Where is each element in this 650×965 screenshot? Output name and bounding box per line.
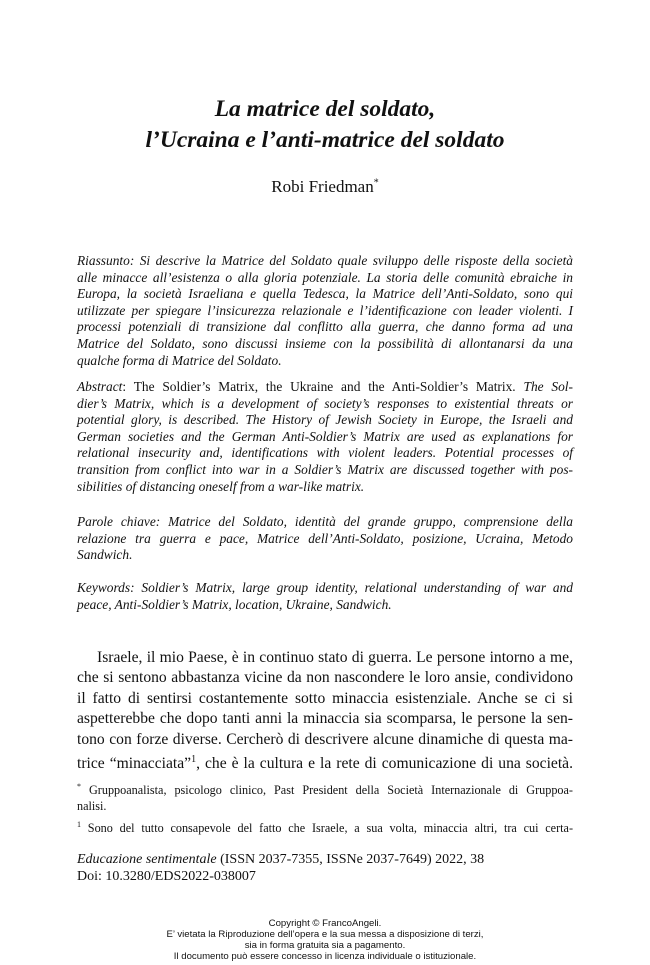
abstract-line: Abstract: The Soldier’s Matrix, the Ukraine and the Anti-Soldier’s Matrix. The Sol- bbox=[77, 379, 573, 394]
copyright-notice bbox=[0, 918, 650, 962]
author-name: Robi Friedman bbox=[271, 177, 374, 196]
article-title-line-2: l’Ucraina e l’anti-matrice del soldato bbox=[145, 127, 505, 153]
copyright-line: sia in forma gratuita sia a pagamento. bbox=[244, 940, 406, 951]
parole-chiave-line: Sandwich. bbox=[77, 547, 133, 563]
riassunto-line: utilizzate per spiegare l’insicurezza relazionale e l’identificazione con leader violenti. I bbox=[77, 302, 573, 318]
footnote-2-line: $^1$ Sono del tutto consapevole del fatto che Israele, a sua volta, minaccia altri, tra cui certa- bbox=[77, 820, 574, 836]
copyright-line: Il documento può essere concesso in licenza individuale o istituzionale. bbox=[173, 951, 477, 962]
abstract-english-title: : The Soldier’s Matrix, the Ukraine and the Anti-Soldier’s Matrix. bbox=[122, 379, 524, 394]
footnote-1-line: nalisi. bbox=[77, 799, 107, 814]
riassunto-line: qualche forma di Matrice del Soldato. bbox=[77, 352, 282, 368]
journal-doi: Doi: 10.3280/EDS2022-038007 bbox=[77, 869, 256, 884]
keywords bbox=[77, 580, 573, 613]
abstract-line: dier’s Matrix, which is a development of society’s responses to existential threats or bbox=[77, 395, 573, 411]
article-title-line-1: La matrice del soldato, bbox=[214, 96, 436, 122]
body-line: Israele, il mio Paese, è in continuo stato di guerra. Le persone intorno a me, bbox=[97, 649, 573, 666]
body-line: trice “minacciata”$^1$, che è la cultura e la rete di comunicazione di una società. bbox=[77, 754, 573, 773]
abstract-line: German societies and the German Anti-Soldier’s Matrix are used as explanations for bbox=[77, 428, 573, 444]
parole-chiave bbox=[77, 514, 573, 564]
riassunto-line: Matrice del Soldato, sono discussi insieme con la possibilità di allontanarsi da una bbox=[77, 335, 573, 351]
footnote-reference: 1 bbox=[191, 754, 197, 766]
abstract-line: potential glory, is described. The History of Jewish Society in Europe, the Israeli and bbox=[77, 412, 573, 428]
copyright-line: Copyright © FrancoAngeli. bbox=[268, 918, 382, 929]
body-line: il fatto di sentirsi costantemente sotto minaccia esistenziale. Anche se ci si bbox=[77, 689, 573, 707]
riassunto bbox=[77, 253, 573, 369]
riassunto-label: Riassunto bbox=[77, 253, 130, 268]
parole-chiave-line: Parole chiave: Matrice del Soldato, identità del grande gruppo, comprensione della bbox=[77, 514, 573, 529]
body-line: aspetterebbe che dopo tanti anni la minaccia sia scomparsa, le persone la sen- bbox=[77, 710, 573, 728]
footnote-1-line: * Gruppoanalista, psicologo clinico, Past President della Società Internazionale di Gruppoa- bbox=[77, 782, 573, 798]
riassunto-line: Europa, la società Israeliana e quella Tedesca, la Matrice dell’Anti-Soldato, sono qui bbox=[77, 286, 573, 302]
footnotes bbox=[77, 779, 573, 836]
riassunto-line: Riassunto: Si descrive la Matrice del Soldato quale sviluppo delle risposte della società bbox=[77, 253, 573, 268]
journal-line bbox=[77, 851, 484, 868]
footnote-1-marker: * bbox=[77, 782, 81, 791]
abstract-label: Abstract bbox=[77, 379, 123, 394]
parole-chiave-line: relazione tra guerra e pace, Matrice dell’Anti-Soldato, posizione, Ucraina, Metodo bbox=[77, 530, 573, 546]
keywords-line: peace, Anti-Soldier’s Matrix, location, Ukraine, Sandwich. bbox=[77, 596, 392, 612]
riassunto-line: processi potenziali di transizione dal conflitto alla guerra, che danno forma ad una bbox=[77, 319, 573, 335]
abstract-line: transition from conflict into war in a Soldier’s Matrix are discussed together with pos- bbox=[77, 461, 573, 477]
abstract-line: sibilities of distancing oneself from a war-like matrix. bbox=[77, 478, 365, 494]
body-line: che si sentono abbastanza vicine da non nascondere le loro ansie, condividono bbox=[77, 669, 573, 687]
body-paragraph bbox=[77, 648, 573, 775]
journal-citation bbox=[77, 851, 484, 885]
author-footnote-marker: * bbox=[373, 177, 379, 189]
riassunto-line: alle minacce all’esistenza o alla gloria potenziale. La storia delle comunità ebraiche in bbox=[77, 269, 573, 285]
journal-issn: (ISSN 2037-7355, ISSNe 2037-7649) 2022, 38 bbox=[216, 852, 485, 867]
copyright-line: E’ vietata la Riproduzione dell’opera e la sua messa a disposizione di terzi, bbox=[166, 929, 484, 940]
author bbox=[0, 177, 650, 197]
abstract-line: relational insecurity and, identifications with violent leaders. Potential processes of bbox=[77, 445, 573, 461]
journal-name: Educazione sentimentale bbox=[77, 852, 217, 867]
keywords-line: Keywords: Soldier’s Matrix, large group identity, relational understanding of war and bbox=[77, 580, 573, 595]
footnote-2-marker: 1 bbox=[77, 820, 81, 830]
body-line: tono con forze diverse. Cercherò di descrivere alcune dinamiche di questa ma- bbox=[77, 730, 573, 748]
abstract bbox=[77, 379, 573, 495]
